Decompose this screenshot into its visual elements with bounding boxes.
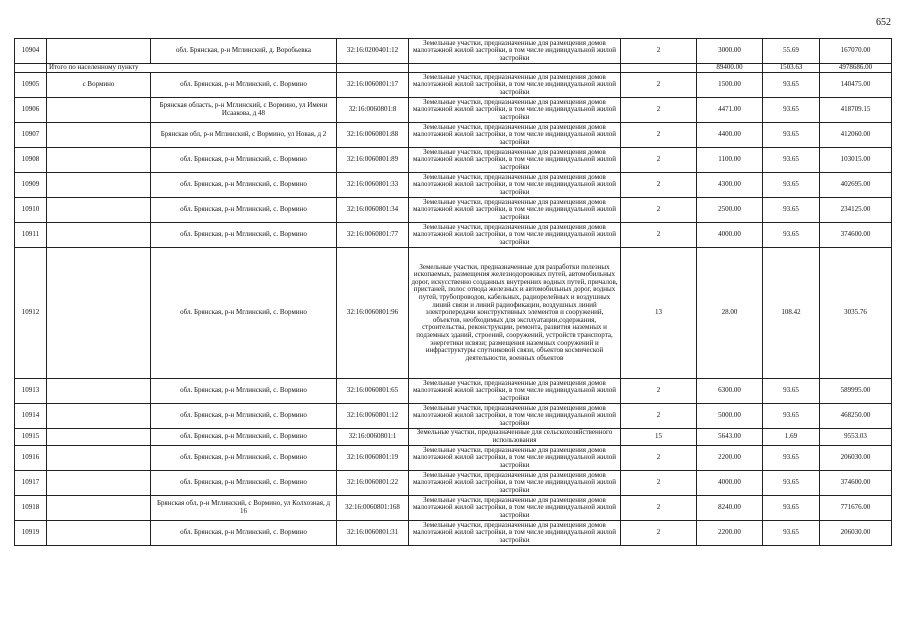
use-group-cell: 2 <box>621 98 697 123</box>
settlement-cell <box>47 223 151 248</box>
rate-cell: 93.65 <box>763 98 820 123</box>
rate-cell: 93.65 <box>763 471 820 496</box>
address-cell: Брянская обл, р-н Мглинский, с Вормино, ул Новая, д 2 <box>151 123 337 148</box>
area-cell: 4000.00 <box>697 471 763 496</box>
table-row <box>15 39 892 64</box>
use-group-cell: 2 <box>621 198 697 223</box>
cadastral-value-cell: 9553.03 <box>820 429 892 446</box>
cadastral-value-cell: 468250.00 <box>820 404 892 429</box>
table-row <box>15 223 892 248</box>
table-row <box>15 521 892 546</box>
settlement-cell: с Вормино <box>47 73 151 98</box>
cadastral-value-cell: 402695.00 <box>820 173 892 198</box>
settlement-cell <box>47 248 151 379</box>
row-number: 10905 <box>15 73 47 98</box>
use-group-cell: 13 <box>621 248 697 379</box>
area-cell: 4000.00 <box>697 223 763 248</box>
use-group-cell: 2 <box>621 496 697 521</box>
cadastral-number-cell: 32:16:0060801:1 <box>337 429 409 446</box>
cadastral-number-cell: 32:16:0060801:88 <box>337 123 409 148</box>
subtotal-empty-cell <box>621 64 697 73</box>
area-cell: 28.00 <box>697 248 763 379</box>
row-number: 10906 <box>15 98 47 123</box>
use-group-cell: 2 <box>621 73 697 98</box>
subtotal-value: 4978686.00 <box>820 64 892 73</box>
rate-cell: 93.65 <box>763 379 820 404</box>
cadastral-value-cell: 234125.00 <box>820 198 892 223</box>
settlement-cell <box>47 429 151 446</box>
land-use-cell: Земельные участки, предназначенные для размещения домов малоэтажной жилой застройки, в том числе индивидуальной жилой застройки <box>409 379 621 404</box>
cadastral-number-cell: 32:16:0060801:65 <box>337 379 409 404</box>
table-row <box>15 496 892 521</box>
cadastral-value-cell: 418709.15 <box>820 98 892 123</box>
settlement-cell <box>47 379 151 404</box>
settlement-cell <box>47 471 151 496</box>
cadastral-number-cell: 32:16:0060801:19 <box>337 446 409 471</box>
area-cell: 4300.00 <box>697 173 763 198</box>
cadastral-number-cell: 32:16:0200401:12 <box>337 39 409 64</box>
rate-cell: 108.42 <box>763 248 820 379</box>
land-use-cell: Земельные участки, предназначенные для размещения домов малоэтажной жилой застройки, в том числе индивидуальной жилой застройки <box>409 39 621 64</box>
table-row <box>15 379 892 404</box>
address-cell: обл. Брянская, р-н Мглинский, с. Вормино <box>151 198 337 223</box>
address-cell: Брянская область, р-н Мглинский, с Вормино, ул Имени Исаакова, д 48 <box>151 98 337 123</box>
table-row <box>15 198 892 223</box>
settlement-cell <box>47 39 151 64</box>
cadastral-number-cell: 32:16:0060801:96 <box>337 248 409 379</box>
use-group-cell: 2 <box>621 404 697 429</box>
land-use-cell: Земельные участки, предназначенные для размещения домов малоэтажной жилой застройки, в том числе индивидуальной жилой застройки <box>409 73 621 98</box>
address-cell: обл. Брянская, р-н Мглинский, с. Вормино <box>151 73 337 98</box>
use-group-cell: 2 <box>621 521 697 546</box>
land-use-cell: Земельные участки, предназначенные для размещения домов малоэтажной жилой застройки, в том числе индивидуальной жилой застройки <box>409 404 621 429</box>
address-cell: обл. Брянская, р-н Мглинский, с. Вормино <box>151 223 337 248</box>
table-row <box>15 123 892 148</box>
land-use-cell: Земельные участки, предназначенные для размещения домов малоэтажной жилой застройки, в том числе индивидуальной жилой застройки <box>409 446 621 471</box>
rate-cell: 93.65 <box>763 148 820 173</box>
subtotal-area: 89400.00 <box>697 64 763 73</box>
table-row <box>15 248 892 379</box>
row-number: 10910 <box>15 198 47 223</box>
row-number: 10918 <box>15 496 47 521</box>
address-cell: обл. Брянская, р-н Мглинский, с. Вормино <box>151 248 337 379</box>
settlement-cell <box>47 98 151 123</box>
settlement-cell <box>47 198 151 223</box>
table-row <box>15 404 892 429</box>
use-group-cell: 2 <box>621 123 697 148</box>
table-row <box>15 148 892 173</box>
area-cell: 3000.00 <box>697 39 763 64</box>
area-cell: 1100.00 <box>697 148 763 173</box>
area-cell: 5643.00 <box>697 429 763 446</box>
table-row <box>15 173 892 198</box>
cadastral-number-cell: 32:16:0060801:12 <box>337 404 409 429</box>
cadastral-number-cell: 32:16:0060801:77 <box>337 223 409 248</box>
rate-cell: 93.65 <box>763 223 820 248</box>
row-number: 10904 <box>15 39 47 64</box>
area-cell: 2200.00 <box>697 446 763 471</box>
cadastral-number-cell: 32:16:0060801:31 <box>337 521 409 546</box>
cadastral-value-cell: 140475.00 <box>820 73 892 98</box>
address-cell: обл. Брянская, р-н Мглинский, с. Вормино <box>151 471 337 496</box>
row-number: 10914 <box>15 404 47 429</box>
land-use-cell: Земельные участки, предназначенные для размещения домов малоэтажной жилой застройки, в том числе индивидуальной жилой застройки <box>409 148 621 173</box>
address-cell: обл. Брянская, р-н Мглинский, с. Вормино <box>151 148 337 173</box>
area-cell: 8240.00 <box>697 496 763 521</box>
row-number: 10916 <box>15 446 47 471</box>
page-number: 652 <box>876 17 891 28</box>
rate-cell: 93.65 <box>763 496 820 521</box>
cadastral-value-cell: 103015.00 <box>820 148 892 173</box>
row-number: 10909 <box>15 173 47 198</box>
rate-cell: 93.65 <box>763 73 820 98</box>
settlement-cell <box>47 521 151 546</box>
land-use-cell: Земельные участки, предназначенные для размещения домов малоэтажной жилой застройки, в том числе индивидуальной жилой застройки <box>409 123 621 148</box>
settlement-cell <box>47 496 151 521</box>
row-number: 10913 <box>15 379 47 404</box>
settlement-cell <box>47 123 151 148</box>
land-use-cell: Земельные участки, предназначенные для размещения домов малоэтажной жилой застройки, в том числе индивидуальной жилой застройки <box>409 496 621 521</box>
table-row <box>15 429 892 446</box>
use-group-cell: 15 <box>621 429 697 446</box>
use-group-cell: 2 <box>621 173 697 198</box>
address-cell: обл. Брянская, р-н Мглинский, с. Вормино <box>151 379 337 404</box>
cadastral-value-cell: 3035.76 <box>820 248 892 379</box>
area-cell: 4400.00 <box>697 123 763 148</box>
cadastral-number-cell: 32:16:0060801:22 <box>337 471 409 496</box>
table-body <box>15 39 892 546</box>
row-number: 10911 <box>15 223 47 248</box>
table-row <box>15 98 892 123</box>
land-use-cell: Земельные участки, предназначенные для размещения домов малоэтажной жилой застройки, в том числе индивидуальной жилой застройки <box>409 471 621 496</box>
settlement-cell <box>47 446 151 471</box>
use-group-cell: 2 <box>621 223 697 248</box>
settlement-cell <box>47 404 151 429</box>
cadastral-value-cell: 206030.00 <box>820 521 892 546</box>
land-use-cell: Земельные участки, предназначенные для размещения домов малоэтажной жилой застройки, в том числе индивидуальной жилой застройки <box>409 223 621 248</box>
subtotal-rate: 1503.63 <box>763 64 820 73</box>
settlement-cell <box>47 148 151 173</box>
subtotal-empty-cell <box>409 64 621 73</box>
use-group-cell: 2 <box>621 379 697 404</box>
cadastral-value-cell: 589995.00 <box>820 379 892 404</box>
cadastral-value-cell: 374600.00 <box>820 471 892 496</box>
settlement-cell <box>47 173 151 198</box>
land-use-cell: Земельные участки, предназначенные для размещения домов малоэтажной жилой застройки, в том числе индивидуальной жилой застройки <box>409 521 621 546</box>
address-cell: обл. Брянская, р-н Мглинский, с. Вормино <box>151 173 337 198</box>
row-number: 10919 <box>15 521 47 546</box>
rate-cell: 55.69 <box>763 39 820 64</box>
cadastral-value-cell: 374600.00 <box>820 223 892 248</box>
use-group-cell: 2 <box>621 39 697 64</box>
land-register-table <box>14 38 892 546</box>
address-cell: обл. Брянская, р-н Мглинский, с. Вормино <box>151 429 337 446</box>
area-cell: 2500.00 <box>697 198 763 223</box>
subtotal-label: Итого по населенному пункту <box>47 64 337 73</box>
land-use-cell: Земельные участки, предназначенные для размещения домов малоэтажной жилой застройки, в том числе индивидуальной жилой застройки <box>409 173 621 198</box>
area-cell: 1500.00 <box>697 73 763 98</box>
table-row <box>15 471 892 496</box>
row-number: 10912 <box>15 248 47 379</box>
cadastral-value-cell: 771676.00 <box>820 496 892 521</box>
table-row <box>15 73 892 98</box>
table-row <box>15 446 892 471</box>
land-use-cell: Земельные участки, предназначенные для размещения домов малоэтажной жилой застройки, в том числе индивидуальной жилой застройки <box>409 198 621 223</box>
cadastral-number-cell: 32:16:0060801:17 <box>337 73 409 98</box>
use-group-cell: 2 <box>621 148 697 173</box>
address-cell: обл. Брянская, р-н Мглинский, д. Воробьевка <box>151 39 337 64</box>
row-number: 10917 <box>15 471 47 496</box>
row-number: 10908 <box>15 148 47 173</box>
subtotal-empty-cell <box>15 64 47 73</box>
cadastral-value-cell: 412060.00 <box>820 123 892 148</box>
cadastral-number-cell: 32:16:0060801:8 <box>337 98 409 123</box>
rate-cell: 93.65 <box>763 123 820 148</box>
cadastral-number-cell: 32:16:0060801:89 <box>337 148 409 173</box>
area-cell: 2200.00 <box>697 521 763 546</box>
use-group-cell: 2 <box>621 446 697 471</box>
address-cell: обл. Брянская, р-н Мглинский, с. Вормино <box>151 446 337 471</box>
address-cell: обл. Брянская, р-н Мглинский, с. Вормино <box>151 521 337 546</box>
land-use-cell: Земельные участки, предназначенные для сельскохозяйственного использования <box>409 429 621 446</box>
rate-cell: 93.65 <box>763 198 820 223</box>
rate-cell: 93.65 <box>763 173 820 198</box>
row-number: 10915 <box>15 429 47 446</box>
rate-cell: 93.65 <box>763 521 820 546</box>
cadastral-number-cell: 32:16:0060801:33 <box>337 173 409 198</box>
row-number: 10907 <box>15 123 47 148</box>
address-cell: Брянская обл, р-н Мглинский, с Вормино, ул Колхозная, д 16 <box>151 496 337 521</box>
subtotal-row <box>15 64 892 73</box>
use-group-cell: 2 <box>621 471 697 496</box>
cadastral-value-cell: 206030.00 <box>820 446 892 471</box>
cadastral-value-cell: 167070.00 <box>820 39 892 64</box>
rate-cell: 93.65 <box>763 404 820 429</box>
subtotal-empty-cell <box>337 64 409 73</box>
rate-cell: 1.69 <box>763 429 820 446</box>
area-cell: 6300.00 <box>697 379 763 404</box>
rate-cell: 93.65 <box>763 446 820 471</box>
cadastral-number-cell: 32:16:0060801:34 <box>337 198 409 223</box>
area-cell: 5000.00 <box>697 404 763 429</box>
area-cell: 4471.00 <box>697 98 763 123</box>
address-cell: обл. Брянская, р-н Мглинский, с. Вормино <box>151 404 337 429</box>
land-use-cell: Земельные участки, предназначенные для разработки полезных ископаемых, размещения железнодорожных путей, автомобильных дорог, искусственно созданных внутренних водных путей, причалов, пристаней, полос отвода железных и автомобильных дорог, водных путей, трубопроводов, кабельных, радиорелейных и воздушных линий связи и линий радиофикации, воздушных линий электропередачи конструктивных элементов и сооружений, объектов, необходимых для эксплуатации,содержания, строительства, реконструкции, ремонта, развития наземных и подземных зданий, строений, сооружений, устройств транспорта, энергетики исвязи; размещения наземных сооружений и инфраструктуры спутниковой связи, объектов космической деятельности, военных объектов <box>409 248 621 379</box>
cadastral-number-cell: 32:16:0060801:168 <box>337 496 409 521</box>
land-use-cell: Земельные участки, предназначенные для размещения домов малоэтажной жилой застройки, в том числе индивидуальной жилой застройки <box>409 98 621 123</box>
